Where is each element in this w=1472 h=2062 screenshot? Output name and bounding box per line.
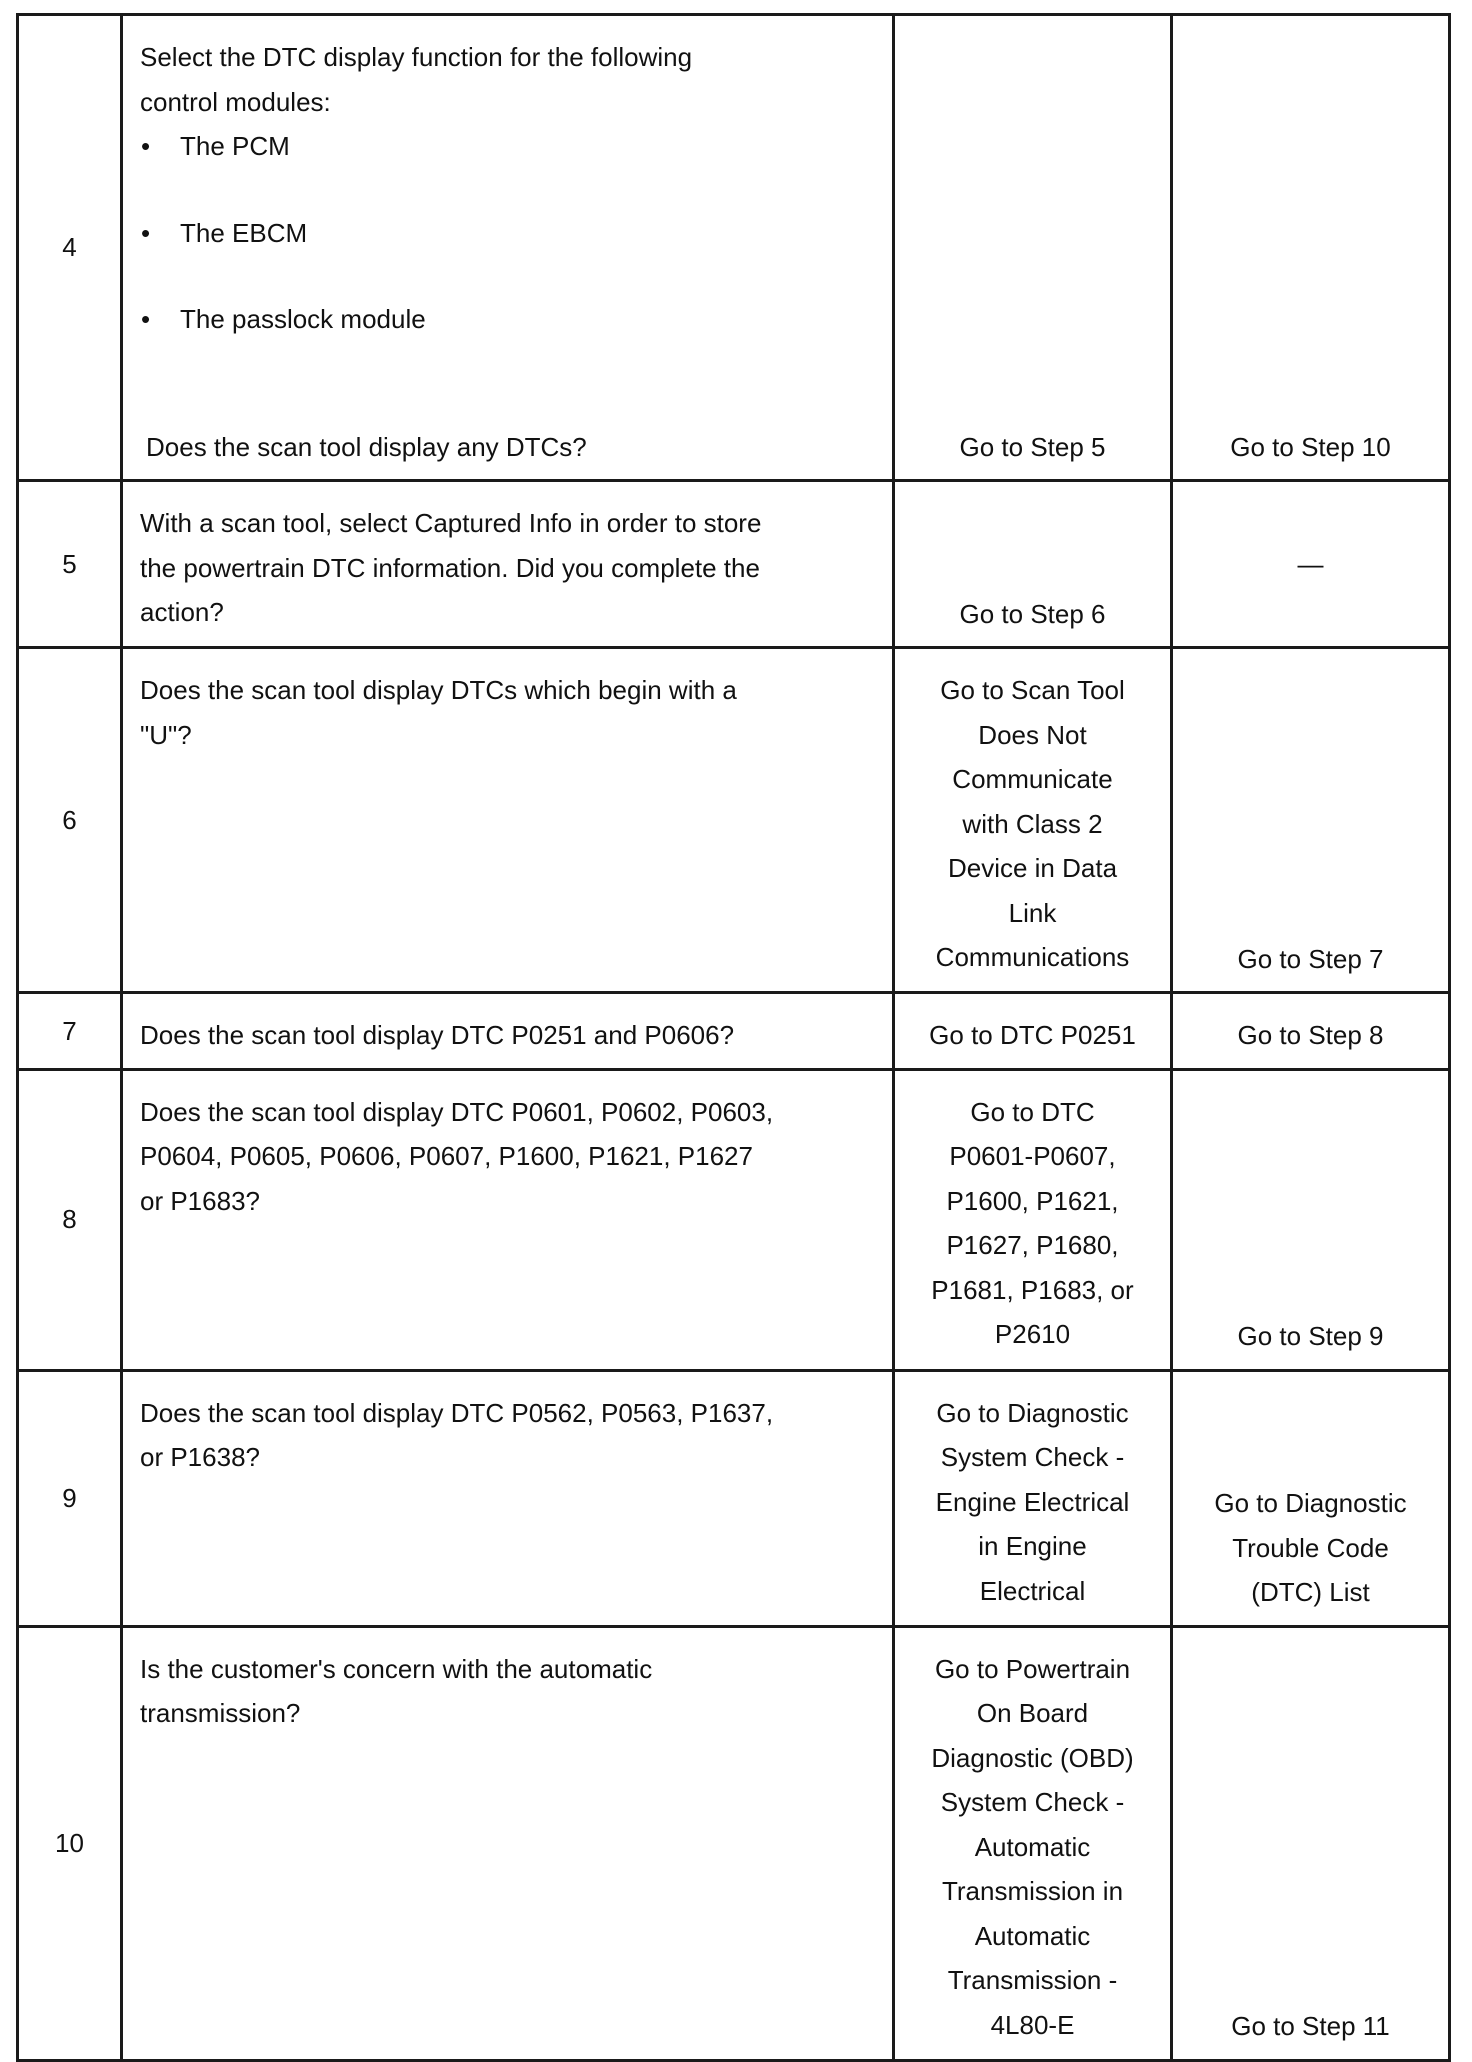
action-text: or P1638? [140,1442,260,1472]
no-cell [1172,15,1450,481]
action-question: Does the scan tool display any DTCs? [146,431,587,462]
action-cell [122,648,894,993]
no-cell [1172,648,1450,993]
yes-link[interactable]: Does Not [978,719,1087,750]
action-text: Does the scan tool display DTC P0562, P0563, P1637, [140,1397,774,1428]
action-text: Does the scan tool display DTC P0601, P0602, P0603, [140,1096,774,1127]
action-text: With a scan tool, select Captured Info in order to store [140,508,762,538]
yes-link[interactable]: Transmission - [947,1965,1118,1995]
yes-link[interactable]: Automatic [974,1831,1091,1862]
yes-cell [894,648,1172,993]
action-text: Does the scan tool display DTC P0251 and P0606? [140,1020,735,1050]
yes-link[interactable]: Go to DTC P0251 [929,1020,1136,1050]
yes-link[interactable]: On Board [976,1698,1089,1728]
yes-cell [894,15,1172,481]
yes-link[interactable]: System Check - [940,1442,1125,1472]
action-text: "U"? [140,719,192,750]
yes-link[interactable]: Diagnostic (OBD) [931,1742,1134,1773]
table-row-step-9 [18,1370,1450,1626]
table-row-step-8 [18,1069,1450,1370]
diagnostic-table [16,13,1451,2062]
action-cell [122,15,894,481]
no-cell [1172,1069,1450,1370]
yes-link[interactable]: P1600, P1621, [946,1185,1119,1216]
yes-link[interactable]: in Engine [978,1531,1087,1561]
list-item: • The passlock module [140,297,874,342]
yes-link[interactable]: Go to DTC [970,1096,1095,1127]
action-text: transmission? [140,1698,301,1728]
yes-link[interactable]: Go to Diagnostic [936,1397,1129,1428]
yes-cell [894,1069,1172,1370]
table-row-step-4 [18,15,1450,481]
yes-link[interactable]: Engine Electrical [935,1486,1130,1517]
action-cell [122,481,894,648]
yes-cell [894,481,1172,648]
action-cell [122,1626,894,2060]
no-cell [1172,481,1450,648]
yes-link[interactable]: System Check - [940,1787,1125,1817]
yes-link[interactable]: P2610 [994,1319,1071,1349]
step-number: 6 [18,648,122,993]
table-row-step-6 [18,648,1450,993]
action-text: Is the customer's concern with the automatic [140,1653,653,1684]
step-number: 9 [18,1370,122,1626]
action-cell [122,993,894,1070]
step-number: 5 [18,481,122,648]
action-cell [122,1370,894,1626]
yes-link[interactable]: 4L80-E [990,2009,1075,2040]
yes-link[interactable]: Go to Powertrain [934,1653,1131,1684]
action-text: P0604, P0605, P0606, P0607, P1600, P1621, P1627 [140,1141,753,1171]
yes-link[interactable]: Go to Step 5 [959,431,1106,462]
yes-link[interactable]: P1681, P1683, or [931,1274,1134,1305]
action-cell [122,1069,894,1370]
step-number: 10 [18,1626,122,2060]
action-text: or P1683? [140,1185,260,1216]
yes-link[interactable]: Communications [935,942,1130,972]
step-number: 8 [18,1069,122,1370]
no-link[interactable]: Go to Step 10 [1230,431,1391,462]
yes-link[interactable]: Electrical [979,1575,1086,1606]
no-link[interactable]: Go to Diagnostic [1214,1488,1407,1518]
yes-cell [894,1626,1172,2060]
no-value: — [1297,549,1324,580]
action-text: the powertrain DTC information. Did you complete the [140,552,760,583]
table-row-step-5 [18,481,1450,648]
yes-link[interactable]: Transmission in [941,1876,1124,1906]
yes-link[interactable]: Communicate [952,764,1113,794]
no-cell [1172,1626,1450,2060]
yes-link[interactable]: Link [1008,897,1057,928]
table-row-step-10 [18,1626,1450,2060]
list-item: • The PCM [140,124,874,169]
no-link[interactable]: Trouble Code [1232,1532,1389,1563]
no-link[interactable]: (DTC) List [1251,1577,1370,1607]
no-cell [1172,993,1450,1070]
action-text: Select the DTC display function for the following [140,42,693,72]
list-item: • The EBCM [140,211,874,256]
yes-cell [894,1370,1172,1626]
table-row-step-7 [18,993,1450,1070]
no-link[interactable]: Go to Step 7 [1237,943,1384,974]
action-text: Does the scan tool display DTCs which begin with a [140,675,737,705]
no-cell [1172,1370,1450,1626]
no-link[interactable]: Go to Step 9 [1237,1321,1384,1351]
step-number: 7 [18,993,122,1070]
yes-link[interactable]: Go to Step 6 [959,598,1106,629]
yes-link[interactable]: Device in Data [947,853,1118,883]
action-text: action? [140,597,224,627]
step-number: 4 [18,15,122,481]
yes-link[interactable]: P1627, P1680, [946,1230,1119,1260]
no-link[interactable]: Go to Step 8 [1237,1020,1384,1050]
module-list [140,124,874,384]
yes-cell [894,993,1172,1070]
action-text: control modules: [140,86,331,117]
yes-link[interactable]: with Class 2 [962,808,1103,839]
yes-link[interactable]: Automatic [974,1920,1091,1951]
yes-link[interactable]: Go to Scan Tool [940,675,1125,705]
yes-link[interactable]: P0601-P0607, [949,1141,1116,1171]
no-link[interactable]: Go to Step 11 [1231,2011,1390,2041]
